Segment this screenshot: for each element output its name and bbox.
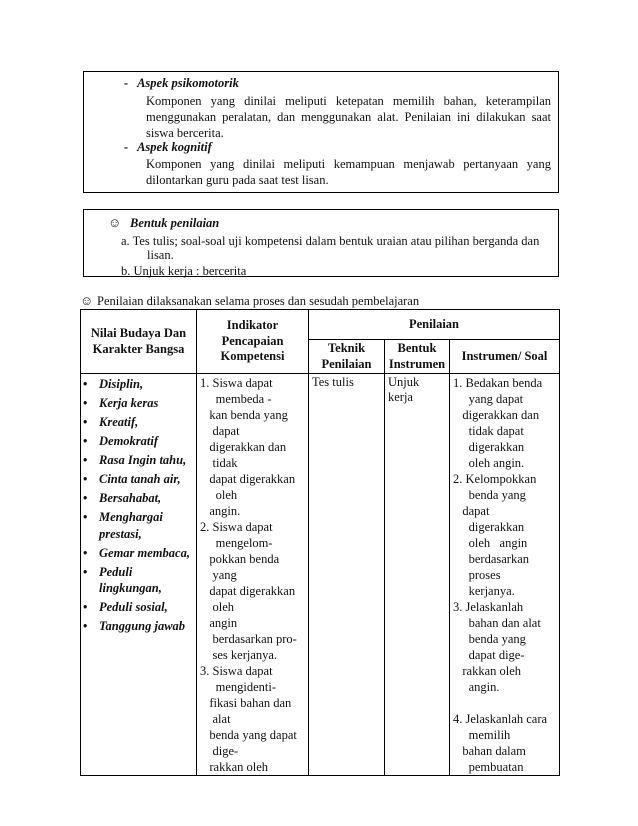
header-teknik: Teknik Penilaian [309, 340, 385, 374]
soal-cell [450, 374, 560, 776]
value-item [83, 564, 196, 597]
assessment-table [80, 309, 560, 776]
bullet-icon: • [83, 619, 88, 633]
value-label: Bersahabat, [99, 491, 162, 505]
values-list [81, 374, 196, 635]
bullet-icon: • [83, 453, 88, 467]
dash-marker: - [124, 76, 138, 90]
value-item [83, 376, 196, 393]
value-item [83, 618, 196, 635]
value-item [83, 509, 196, 542]
assessment-intro: Penilaian dilaksanakan selama proses dan sesudah pembelajaran [97, 294, 420, 308]
bullet-icon: • [83, 510, 88, 524]
values-cell [81, 374, 197, 776]
bullet-icon: • [83, 564, 88, 579]
value-item [83, 395, 196, 412]
header-bentuk: Bentuk Instrumen [385, 340, 450, 374]
smiley-bullet-icon: ☺ [108, 215, 122, 230]
value-item [83, 599, 196, 616]
value-label: Peduli sosial, [99, 600, 168, 614]
assessment-form-title: Bentuk penilaian [130, 216, 220, 230]
bullet-icon: • [83, 434, 88, 448]
assessment-item-a-cont: lisan. [147, 248, 174, 262]
smiley-bullet-icon: ☺ [80, 293, 94, 308]
value-label: Kreatif, [99, 415, 139, 429]
bullet-icon: • [83, 600, 88, 614]
value-label: Disiplin, [99, 377, 144, 391]
psychomotor-desc-line: siswa bercerita. [146, 126, 224, 140]
psychomotor-desc-line: menggunakan peralatan, dan menggunakan alat. Penilaian ini dilakukan saat [146, 110, 551, 124]
psychomotor-desc-line: Komponen yang dinilai meliputi ketepatan memilih bahan, keterampilan [146, 94, 551, 108]
cognitive-title: Aspek kognitif [137, 140, 212, 154]
value-label: Tanggung jawab [99, 619, 186, 633]
header-penilaian: Penilaian [309, 310, 560, 340]
cognitive-heading [124, 140, 212, 154]
teknik-cell [309, 374, 385, 776]
value-label: Gemar membaca, [99, 545, 190, 560]
bullet-icon: • [83, 396, 88, 410]
bullet-icon: • [83, 491, 88, 505]
bullet-icon: • [83, 472, 88, 486]
value-label: Kerja keras [99, 396, 159, 410]
header-nilai-budaya: Nilai Budaya Dan Karakter Bangsa [81, 310, 197, 374]
value-label: Demokratif [99, 434, 159, 448]
value-item [83, 471, 196, 488]
cognitive-desc-line: Komponen yang dinilai meliputi kemampuan menjawab pertanyaan yang [146, 157, 551, 171]
value-item [83, 433, 196, 450]
indikator-text: 1. Siswa dapat membeda - kan benda yang dapat digerakkan dan tidak dapat digerakkan oleh angin. 2. Siswa dapat mengelom- pokkan benda yang dapat digerakkan oleh angin berdasarkan pro- ses kerjanya. 3. Siswa dapat mengidenti- fikasi bahan dan alat benda yang dapat dige- rakkan oleh [200, 376, 297, 774]
assessment-item-b: b. Unjuk kerja : bercerita [121, 264, 247, 278]
dash-marker: - [124, 140, 138, 154]
psychomotor-title: Aspek psikomotorik [137, 76, 239, 90]
value-item [83, 414, 196, 431]
bullet-icon: • [83, 545, 88, 560]
value-label: Peduli lingkungan, [99, 564, 162, 595]
indikator-cell [197, 374, 309, 776]
value-item [83, 452, 196, 469]
value-item [83, 490, 196, 507]
value-label: Menghargai prestasi, [99, 510, 163, 541]
cognitive-desc-line: dilontarkan guru pada saat test lisan. [146, 173, 329, 187]
value-item [83, 545, 196, 562]
assessment-item-a: a. Tes tulis; soal-soal uji kompetensi dalam bentuk uraian atau pilihan berganda dan [121, 234, 540, 248]
teknik-value: Tes tulis [312, 375, 354, 389]
soal-text: 1. Bedakan benda yang dapat digerakkan dan tidak dapat digerakkan oleh angin. 2. Kelompokkan benda yang dapat digerakkan oleh angin berdasarkan proses kerjanya. 3. Jelaskanlah bahan dan alat benda yang dapat dige- rakkan oleh angin. 4. Jelaskanlah cara memilih bahan dalam pembuatan [453, 376, 548, 774]
bullet-icon: • [83, 377, 88, 391]
value-label: Cinta tanah air, [99, 472, 181, 486]
header-instrumen: Instrumen/ Soal [450, 340, 560, 374]
bullet-icon: • [83, 415, 88, 429]
value-label: Rasa Ingin tahu, [99, 453, 187, 467]
bentuk-value: Unjuk kerja [388, 375, 420, 404]
header-indikator: Indikator Pencapaian Kompetensi [197, 310, 309, 374]
bentuk-cell [385, 374, 450, 776]
psychomotor-heading [124, 76, 239, 90]
